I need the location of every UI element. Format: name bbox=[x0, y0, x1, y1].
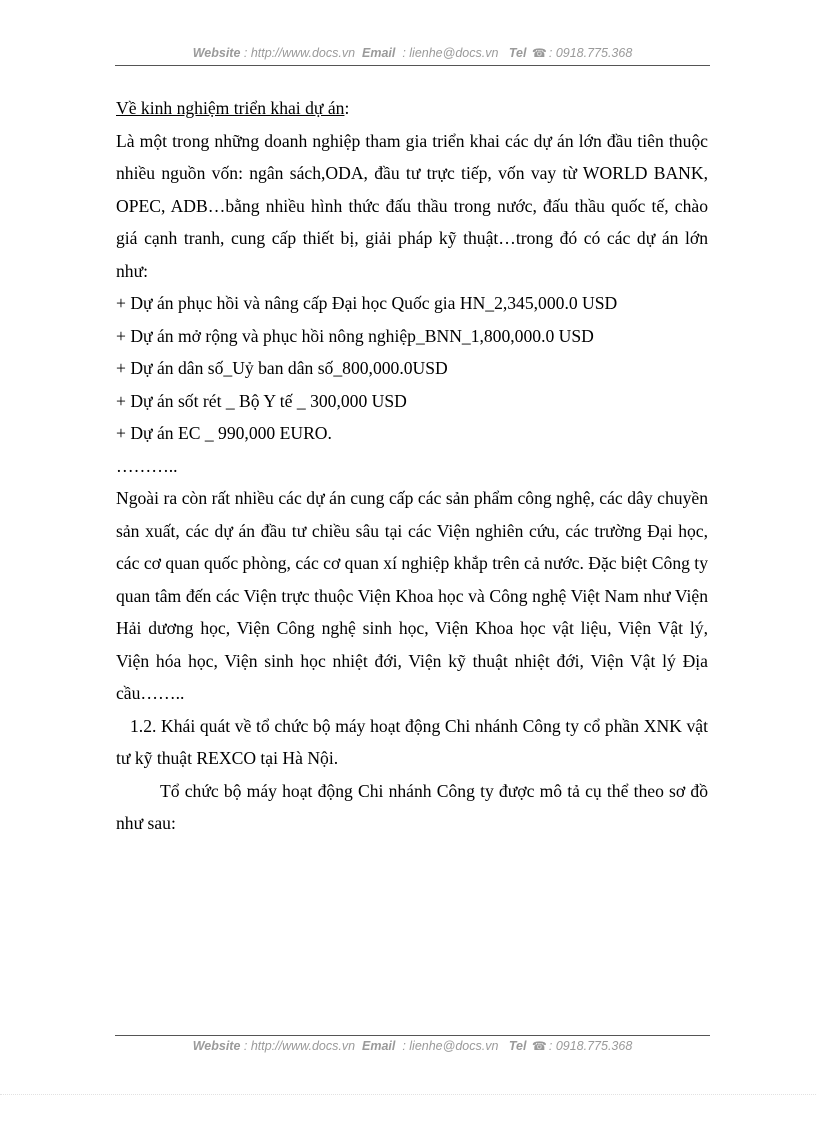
footer-email-value: : lienhe@docs.vn bbox=[402, 1039, 499, 1053]
other-projects-paragraph: Ngoài ra còn rất nhiều các dự án cung cấp các sản phẩm công nghệ, các dây chuyền sản xuất, các dự án đầu tư chiều sâu tại các Viện nghiên cứu, các trường Đại học, các cơ quan quốc phòng, các cơ quan xí nghiệp khắp trên cả nước. Đặc biệt Công ty quan tâm đến các Viện trực thuộc Viện Khoa học và Công nghệ Việt Nam như Viện Hải dương học, Viện Công nghệ sinh học, Viện Khoa học vật liệu, Viện Vật lý, Viện hóa học, Viện sinh học nhiệt đới, Viện kỹ thuật nhiệt đới, Viện Vật lý Địa cầu…….. bbox=[116, 488, 708, 703]
page-bottom-edge bbox=[0, 1094, 816, 1095]
experience-heading-colon: : bbox=[344, 98, 350, 118]
header-tel-label: Tel bbox=[508, 46, 527, 60]
header-email-value: : lienhe@docs.vn bbox=[402, 46, 499, 60]
header-tel-value: : 0918.775.368 bbox=[548, 46, 633, 60]
footer-website-label: Website bbox=[192, 1039, 241, 1053]
ellipsis-line: ……….. bbox=[116, 455, 178, 476]
header-website-value: : http://www.docs.vn bbox=[243, 46, 356, 60]
phone-icon: ☎ bbox=[531, 46, 547, 60]
experience-heading-text: Về kinh nghiệm triển khai dự án bbox=[116, 98, 345, 118]
experience-heading bbox=[116, 92, 708, 125]
header-website-label: Website bbox=[192, 46, 241, 60]
project-item: + Dự án dân số_Uỷ ban dân số_800,000.0USD bbox=[116, 358, 448, 378]
document-body bbox=[116, 92, 708, 840]
footer-tel-label: Tel bbox=[508, 1039, 527, 1053]
project-item: + Dự án EC _ 990,000 EURO. bbox=[116, 423, 332, 443]
project-item: + Dự án phục hồi và nâng cấp Đại học Quốc gia HN_2,345,000.0 USD bbox=[116, 293, 618, 313]
section-title: 1.2. Khái quát về tổ chức bộ máy hoạt động Chi nhánh Công ty cổ phần XNK vật tư kỹ thuật REXCO tại Hà Nội. bbox=[116, 715, 708, 768]
header-email-label: Email bbox=[362, 46, 396, 60]
project-item: + Dự án mở rộng và phục hồi nông nghiệp_BNN_1,800,000.0 USD bbox=[116, 325, 594, 346]
page-header bbox=[115, 46, 710, 66]
page-footer bbox=[115, 1035, 710, 1056]
phone-icon: ☎ bbox=[531, 1039, 547, 1053]
project-item: + Dự án sốt rét _ Bộ Y tế _ 300,000 USD bbox=[116, 390, 407, 411]
footer-tel-value: : 0918.775.368 bbox=[548, 1039, 633, 1053]
section-paragraph: Tổ chức bộ máy hoạt động Chi nhánh Công ty được mô tả cụ thể theo sơ đồ như sau: bbox=[116, 780, 708, 833]
intro-paragraph: Là một trong những doanh nghiệp tham gia triển khai các dự án lớn đầu tiên thuộc nhiều nguồn vốn: ngân sách,ODA, đầu tư trực tiếp, vốn vay từ WORLD BANK, OPEC, ADB…bằng nhiều hình thức đấu thầu trong nước, đấu thầu quốc tế, chào giá cạnh tranh, cung cấp thiết bị, giải pháp kỹ thuật…trong đó có các dự án lớn như: bbox=[116, 130, 708, 281]
footer-email-label: Email bbox=[362, 1039, 396, 1053]
footer-website-value: : http://www.docs.vn bbox=[243, 1039, 356, 1053]
